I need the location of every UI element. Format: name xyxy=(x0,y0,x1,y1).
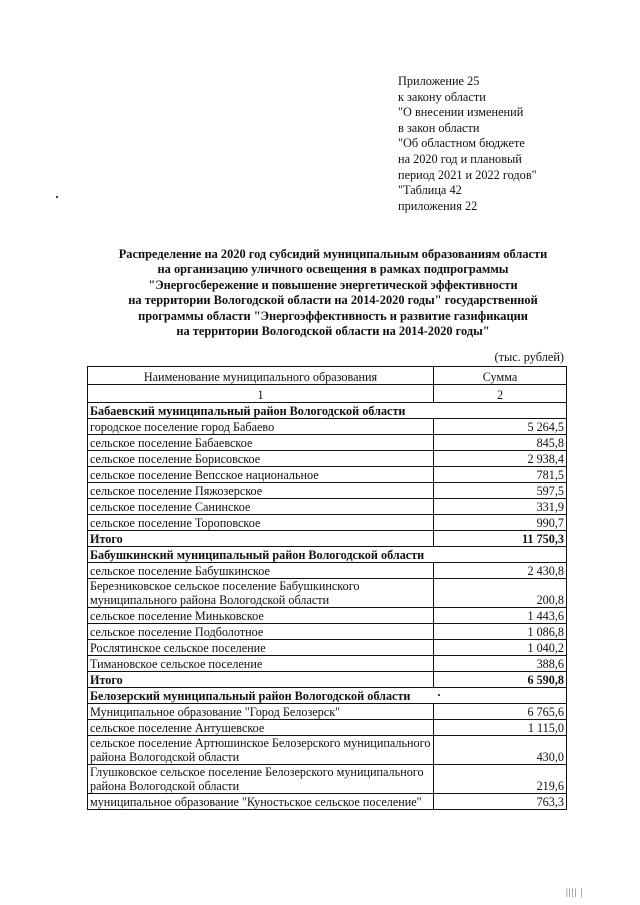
section-title: Бабушкинский муниципальный район Вологодской области xyxy=(88,547,567,563)
total-label: Итого xyxy=(88,531,434,547)
subsidy-amount: 5 264,5 xyxy=(434,419,567,435)
total-row xyxy=(88,672,567,688)
table-row xyxy=(88,624,567,640)
municipality-name: сельское поселение Санинское xyxy=(88,499,434,515)
table-row xyxy=(88,640,567,656)
table-row xyxy=(88,563,567,579)
subsidy-amount: 219,6 xyxy=(434,765,567,794)
title-line: "Энергосбережение и повышение энергетической эффективности xyxy=(148,277,518,292)
appendix-line: на 2020 год и плановый xyxy=(398,151,522,166)
subsidy-amount: 845,8 xyxy=(434,435,567,451)
subsidy-amount: 200,8 xyxy=(434,579,567,608)
title-line: Распределение на 2020 год субсидий муниципальным образованиям области xyxy=(118,247,548,261)
municipality-name: сельское поселение Борисовское xyxy=(88,451,434,467)
subsidy-amount: 331,9 xyxy=(434,499,567,515)
appendix-line: к закону области xyxy=(398,89,486,104)
table-row xyxy=(88,435,567,451)
table-row xyxy=(88,704,567,720)
subsidy-amount: 1 040,2 xyxy=(434,640,567,656)
subsidy-amount: 2 430,8 xyxy=(434,563,567,579)
table-row xyxy=(88,419,567,435)
municipality-name: Муниципальное образование "Город Белозерск" xyxy=(88,704,434,720)
municipality-name: сельское поселение Бабаевское xyxy=(88,435,434,451)
units-label: (тыс. рублей) xyxy=(494,350,564,364)
title-line: на организацию уличного освещения в рамках подпрограммы xyxy=(157,262,509,277)
table-row xyxy=(88,499,567,515)
table-row xyxy=(88,579,567,608)
municipality-name: муниципальное образование "Куностьское сельское поселение" xyxy=(88,794,434,810)
section-title: Бабаевский муниципальный район Вологодской области xyxy=(88,403,567,419)
appendix-reference xyxy=(398,74,537,214)
column-header-name: Наименование муниципального образования xyxy=(88,367,434,385)
table-row xyxy=(88,720,567,736)
municipality-name: сельское поселение Антушевское xyxy=(88,720,434,736)
table-row xyxy=(88,794,567,810)
subsidy-amount: 2 938,4 xyxy=(434,451,567,467)
table-row xyxy=(88,467,567,483)
appendix-line: Приложение 25 xyxy=(398,74,480,88)
total-row xyxy=(88,531,567,547)
subsidy-amount: 990,7 xyxy=(434,515,567,531)
table-row xyxy=(88,765,567,794)
municipality-name: сельское поселение Вепсское национальное xyxy=(88,467,434,483)
table-header-row xyxy=(88,367,567,385)
municipality-name: сельское поселение Бабушкинское xyxy=(88,563,434,579)
municipality-name: Березниковское сельское поселение Бабушкинского муниципального района Вологодской области xyxy=(88,579,434,608)
municipality-name: сельское поселение Подболотное xyxy=(88,624,434,640)
appendix-line: период 2021 и 2022 годов" xyxy=(398,167,537,182)
table-row xyxy=(88,656,567,672)
appendix-line: приложения 22 xyxy=(398,198,478,213)
section-header-row xyxy=(88,403,567,419)
municipality-name: Тимановское сельское поселение xyxy=(88,656,434,672)
scan-speck xyxy=(56,196,58,198)
municipality-name: городское поселение город Бабаево xyxy=(88,419,434,435)
municipality-name: сельское поселение Пяжозерское xyxy=(88,483,434,499)
subsidy-amount: 1 443,6 xyxy=(434,608,567,624)
appendix-line: в закон области xyxy=(398,120,480,135)
scan-footer-mark: |||| | xyxy=(566,887,584,897)
subsidy-amount: 781,5 xyxy=(434,467,567,483)
column-number: 1 xyxy=(88,385,434,403)
table-row xyxy=(88,451,567,467)
subsidy-amount: 388,6 xyxy=(434,656,567,672)
title-line: на территории Вологодской области на 2014-2020 годы" xyxy=(176,324,490,339)
subsidy-amount: 1 086,8 xyxy=(434,624,567,640)
title-line: программы области "Энергоэффективность и развитие газификации xyxy=(138,308,528,323)
municipality-name: Рослятинское сельское поселение xyxy=(88,640,434,656)
subsidy-amount: 1 115,0 xyxy=(434,720,567,736)
section-header-row xyxy=(88,547,567,563)
municipality-name: сельское поселение Артюшинское Белозерского муниципального района Вологодской области xyxy=(88,736,434,765)
subsidy-amount: 430,0 xyxy=(434,736,567,765)
scan-speck xyxy=(438,694,440,696)
column-header-sum: Сумма xyxy=(434,367,567,385)
municipality-name: сельское поселение Тороповское xyxy=(88,515,434,531)
total-amount: 6 590,8 xyxy=(434,672,567,688)
table-row xyxy=(88,736,567,765)
subsidy-amount: 597,5 xyxy=(434,483,567,499)
section-header-row xyxy=(88,688,567,704)
document-title xyxy=(80,247,586,339)
subsidy-amount: 763,3 xyxy=(434,794,567,810)
subsidy-amount: 6 765,6 xyxy=(434,704,567,720)
title-line: на территории Вологодской области на 2014-2020 годы" государственной xyxy=(128,293,538,308)
table-row xyxy=(88,515,567,531)
table-row xyxy=(88,608,567,624)
subsidy-table xyxy=(87,366,567,810)
appendix-line: "Таблица 42 xyxy=(398,183,462,198)
total-amount: 11 750,3 xyxy=(434,531,567,547)
appendix-line: "О внесении изменений xyxy=(398,105,524,120)
municipality-name: Глушковское сельское поселение Белозерского муниципального района Вологодской области xyxy=(88,765,434,794)
appendix-line: "Об областном бюджете xyxy=(398,136,525,151)
column-number: 2 xyxy=(434,385,567,403)
section-title: Белозерский муниципальный район Вологодской области xyxy=(88,688,567,704)
column-number-row xyxy=(88,385,567,403)
table-row xyxy=(88,483,567,499)
municipality-name: сельское поселение Миньковское xyxy=(88,608,434,624)
total-label: Итого xyxy=(88,672,434,688)
